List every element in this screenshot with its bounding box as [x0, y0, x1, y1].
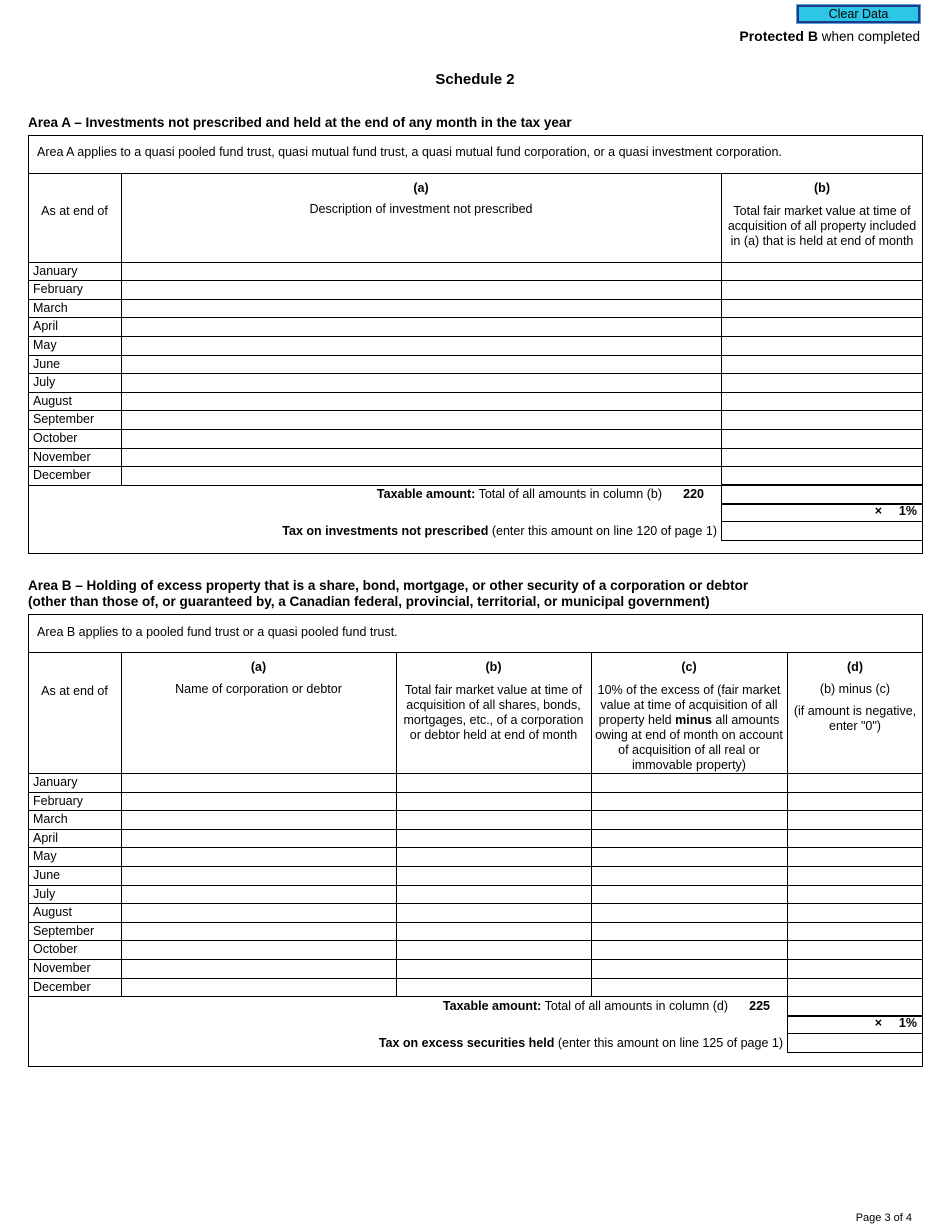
area-a-december-col-b-input[interactable]: [723, 468, 921, 483]
area-b-june-col-d-input[interactable]: [789, 868, 921, 883]
area-b-col-a-header: Name of corporation or debtor: [175, 682, 342, 696]
area-b-may-col-b-input[interactable]: [398, 849, 589, 864]
area-b-march-col-a-input[interactable]: [123, 812, 394, 827]
area-a-december-col-a-input[interactable]: [123, 468, 719, 483]
area-b-may-col-a-input[interactable]: [123, 849, 394, 864]
area-a-times-symbol: ×: [874, 504, 882, 518]
area-b-january-col-c-input[interactable]: [593, 775, 785, 790]
area-a-taxable-rest: Total of all amounts in column (b): [475, 487, 662, 501]
area-b-month-may: May: [33, 849, 57, 864]
area-b-july-col-d-input[interactable]: [789, 887, 921, 902]
area-a-february-col-b-input[interactable]: [723, 282, 921, 297]
area-a-march-col-b-input[interactable]: [723, 301, 921, 316]
area-b-january-col-d-input[interactable]: [789, 775, 921, 790]
area-a-taxable-bold: Taxable amount:: [376, 487, 476, 501]
area-b-august-col-a-input[interactable]: [123, 905, 394, 920]
area-b-month-august: August: [33, 905, 72, 920]
area-a-col-month-header: As at end of: [41, 204, 108, 218]
area-a-june-col-a-input[interactable]: [123, 357, 719, 372]
area-b-col-c-header: [593, 683, 785, 773]
area-b-december-col-b-input[interactable]: [398, 980, 589, 995]
area-b-taxable-label: [443, 999, 728, 1013]
area-b-rate: 1%: [898, 1016, 917, 1030]
area-a-month-september: September: [33, 412, 95, 427]
area-b-may-col-d-input[interactable]: [789, 849, 921, 864]
area-b-month-june: June: [33, 868, 61, 882]
area-a-month-august: August: [33, 393, 72, 408]
area-b-december-col-c-input[interactable]: [593, 980, 785, 995]
area-b-september-col-b-input[interactable]: [398, 924, 589, 939]
area-b-july-col-b-input[interactable]: [398, 887, 589, 902]
area-b-july-col-a-input[interactable]: [123, 887, 394, 902]
area-a-july-col-b-input[interactable]: [723, 375, 921, 390]
area-b-february-col-a-input[interactable]: [123, 794, 394, 809]
area-b-heading-line-1: Area B – Holding of excess property that is a share, bond, mortgage, or other security of a corporation or debtor: [28, 578, 749, 593]
area-b-col-d-header-1: (b) minus (c): [819, 682, 891, 696]
area-a-january-col-a-input[interactable]: [123, 264, 719, 279]
protected-bold: Protected B: [739, 28, 818, 44]
area-b-title-2: (other than those of, or guaranteed by, a Canadian federal, provincial, territorial, or municipal government): [28, 594, 710, 609]
area-b-month-january: January: [33, 775, 78, 789]
area-a-tax-rest: (enter this amount on line 120 of page 1): [488, 524, 717, 538]
area-b-tax-bold: Tax on excess securities held: [378, 1036, 555, 1050]
area-b-col-b-header: Total fair market value at time of acquisition of all shares, bonds, mortgages, etc., of a corporation or debtor held at end of month: [403, 683, 584, 742]
area-a-month-april: April: [33, 319, 59, 334]
area-a-col-a-letter: (a): [413, 181, 429, 195]
area-b-december-col-d-input[interactable]: [789, 980, 921, 995]
area-a-heading: Area A – Investments not prescribed and held at the end of any month in the tax year: [28, 115, 572, 130]
area-b-november-col-c-input[interactable]: [593, 961, 785, 976]
area-b-june-col-c-input[interactable]: [593, 868, 785, 883]
area-a-label: Area A: [28, 115, 71, 130]
page-title: Schedule 2: [435, 71, 515, 88]
area-b-month-july: July: [33, 886, 56, 901]
area-b-february-col-d-input[interactable]: [789, 794, 921, 809]
area-a-august-col-a-input[interactable]: [123, 394, 719, 409]
area-b-col-c-bold: minus: [675, 713, 712, 727]
area-a-april-col-a-input[interactable]: [123, 319, 719, 334]
area-b-col-d-header-2: (if amount is negative, enter "0"): [793, 704, 917, 733]
area-b-col-b-letter: (b): [485, 660, 502, 674]
area-b-col-c-letter: (c): [681, 660, 697, 674]
area-b-june-col-b-input[interactable]: [398, 868, 589, 883]
area-a-line-220: 220: [683, 487, 704, 501]
area-a-month-november: November: [33, 449, 91, 464]
area-b-note: Area B applies to a pooled fund trust or a quasi pooled fund trust.: [37, 625, 398, 639]
area-a-taxable-label: [377, 487, 662, 501]
area-b-taxable-rest: Total of all amounts in column (d): [541, 999, 728, 1013]
area-b-march-col-d-input[interactable]: [789, 812, 921, 827]
clear-data-button[interactable]: Clear Data: [797, 5, 920, 23]
area-a-taxable-input[interactable]: [723, 486, 921, 502]
area-b-december-col-a-input[interactable]: [123, 980, 394, 995]
area-a-title: Investments not prescribed and held at the end of any month in the tax year: [85, 115, 572, 130]
area-b-col-d-letter: (d): [847, 660, 863, 674]
area-b-april-col-d-input[interactable]: [789, 831, 921, 846]
area-a-month-march: March: [33, 300, 68, 315]
area-b-november-col-b-input[interactable]: [398, 961, 589, 976]
area-a-august-col-b-input[interactable]: [723, 394, 921, 409]
area-b-may-col-c-input[interactable]: [593, 849, 785, 864]
area-b-october-col-a-input[interactable]: [123, 942, 394, 957]
area-b-march-col-b-input[interactable]: [398, 812, 589, 827]
area-b-col-month-header: As at end of: [41, 684, 108, 698]
area-a-march-col-a-input[interactable]: [123, 301, 719, 316]
area-b-month-december: December: [33, 979, 91, 994]
area-a-september-col-a-input[interactable]: [123, 412, 719, 427]
area-b-taxable-input[interactable]: [789, 998, 921, 1014]
area-b-col-a-letter: (a): [250, 660, 267, 674]
area-b-september-col-d-input[interactable]: [789, 924, 921, 939]
area-b-col-c-text-1: 10% of the excess of (fair market value at time of acquisition of all property held: [597, 683, 781, 727]
area-b-august-col-d-input[interactable]: [789, 905, 921, 920]
area-b-june-col-a-input[interactable]: [123, 868, 394, 883]
area-b-tax-rest: (enter this amount on line 125 of page 1): [554, 1036, 783, 1050]
area-a-rate: 1%: [898, 504, 917, 518]
area-b-february-col-c-input[interactable]: [593, 794, 785, 809]
area-b-october-col-d-input[interactable]: [789, 942, 921, 957]
area-a-col-b-header: Total fair market value at time of acquisition of all property included in (a) that is held at end of month: [727, 204, 917, 248]
area-a-month-october: October: [33, 430, 78, 445]
area-b-times-symbol: ×: [874, 1016, 882, 1030]
area-a-february-col-a-input[interactable]: [123, 282, 719, 297]
area-b-august-col-b-input[interactable]: [398, 905, 589, 920]
area-a-month-february: February: [33, 282, 84, 297]
area-a-month-june: June: [33, 356, 61, 371]
area-a-june-col-b-input[interactable]: [723, 357, 921, 372]
area-a-col-b-letter: (b): [814, 181, 830, 195]
area-a-may-col-a-input[interactable]: [123, 338, 719, 353]
area-b-line-225: 225: [749, 999, 770, 1013]
area-b-january-col-b-input[interactable]: [398, 775, 589, 790]
area-b-col-c-text-2: all amounts owing at end of month on account of acquisition of all real or immovable property): [595, 713, 783, 772]
area-b-label: Area B: [28, 578, 72, 593]
area-b-month-october: October: [33, 942, 78, 957]
area-b-month-february: February: [33, 793, 84, 808]
area-b-october-col-c-input[interactable]: [593, 942, 785, 957]
area-a-month-december: December: [33, 468, 91, 483]
area-a-may-col-b-input[interactable]: [723, 338, 921, 353]
protected-label: [739, 28, 920, 44]
area-a-april-col-b-input[interactable]: [723, 319, 921, 334]
area-b-month-november: November: [33, 961, 91, 975]
area-b-july-col-c-input[interactable]: [593, 887, 785, 902]
area-a-october-col-a-input[interactable]: [123, 431, 719, 446]
area-b-title-1: Holding of excess property that is a share, bond, mortgage, or other security of a corporation or debtor: [86, 578, 749, 593]
area-b-february-col-b-input[interactable]: [398, 794, 589, 809]
area-a-note: Area A applies to a quasi pooled fund trust, quasi mutual fund trust, a quasi mutual fund corporation, or a quasi investment corporation.: [37, 145, 782, 159]
area-a-november-col-b-input[interactable]: [723, 450, 921, 465]
area-b-month-march: March: [33, 812, 68, 827]
area-a-tax-bold: Tax on investments not prescribed: [282, 524, 489, 538]
area-b-november-col-a-input[interactable]: [123, 961, 394, 976]
area-a-tax-label: [282, 524, 717, 538]
area-a-month-may: May: [33, 337, 57, 352]
area-b-tax-label: [379, 1036, 783, 1050]
area-b-heading: [28, 578, 748, 610]
area-b-april-col-b-input[interactable]: [398, 831, 589, 846]
area-a-month-july: July: [33, 375, 56, 390]
area-b-month-september: September: [33, 923, 95, 938]
area-a-january-col-b-input[interactable]: [723, 264, 921, 279]
area-a-july-col-a-input[interactable]: [123, 375, 719, 390]
area-a-tax-input[interactable]: [723, 523, 921, 538]
area-a-october-col-b-input[interactable]: [723, 431, 921, 446]
area-b-august-col-c-input[interactable]: [593, 905, 785, 920]
page-number: Page 3 of 4: [855, 1212, 912, 1224]
area-b-october-col-b-input[interactable]: [398, 942, 589, 957]
area-b-april-col-c-input[interactable]: [593, 831, 785, 846]
area-b-january-col-a-input[interactable]: [123, 775, 394, 790]
area-a-september-col-b-input[interactable]: [723, 412, 921, 427]
area-a-november-col-a-input[interactable]: [123, 450, 719, 465]
area-b-november-col-d-input[interactable]: [789, 961, 921, 976]
area-a-month-january: January: [33, 263, 78, 278]
area-b-tax-input[interactable]: [789, 1035, 921, 1050]
area-b-september-col-c-input[interactable]: [593, 924, 785, 939]
area-b-taxable-bold: Taxable amount:: [442, 999, 542, 1013]
protected-rest: when completed: [817, 29, 920, 44]
area-b-month-april: April: [33, 830, 59, 845]
area-b-september-col-a-input[interactable]: [123, 924, 394, 939]
area-b-april-col-a-input[interactable]: [123, 831, 394, 846]
area-a-col-a-header: Description of investment not prescribed: [309, 202, 533, 216]
area-b-march-col-c-input[interactable]: [593, 812, 785, 827]
